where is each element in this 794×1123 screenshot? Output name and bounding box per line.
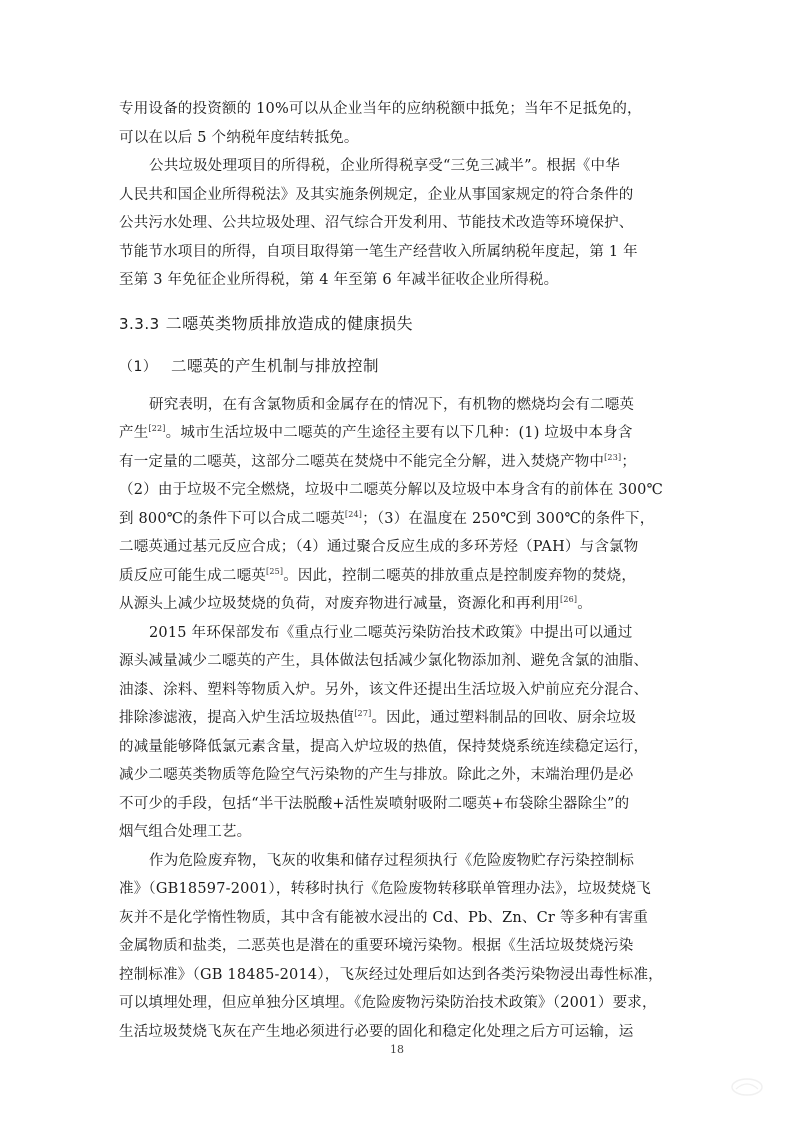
citation-26: [26] [560, 595, 578, 605]
text-line: 生活垃圾焚烧飞灰在产生地必须进行必要的固化和稳定化处理之后方可运输，运 [119, 1023, 634, 1040]
watermark-icon [730, 1077, 764, 1097]
citation-22: [22] [148, 424, 166, 434]
text-line: 源头减量减少二噁英的产生，具体做法包括减少氯化物添加剂、避免含氯的油脂、 [119, 653, 649, 669]
text-line: 至第 3 年免征企业所得税，第 4 年至第 6 年减半征收企业所得税。 [119, 272, 559, 288]
page-number: 18 [390, 1043, 404, 1056]
page-body [119, 95, 679, 1046]
text-line: 控制标准》（GB 18485-2014），飞灰经过处理后如达到各类污染物浸出毒性标准， [119, 966, 663, 983]
citation-23: [23] [604, 452, 622, 462]
text-line: 油漆、涂料、塑料等物质入炉。另外，该文件还提出生活垃圾入炉前应充分混合、 [119, 681, 649, 698]
text-line: 灰并不是化学惰性物质，其中含有能被水浸出的 Cd、Pb、Zn、Cr 等多种有害重 [119, 909, 649, 926]
text-line: 公共污水处理、公共垃圾处理、沼气综合开发利用、节能技术改造等环境保护、 [119, 215, 634, 231]
text-line: 减少二噁英类物质等危险空气污染物的产生与排放。除此之外，末端治理仍是必 [119, 767, 634, 783]
text-line: 产生[22]。城市生活垃圾中二噁英的产生途径主要有以下几种：(1) 垃圾中本身含 [119, 424, 633, 441]
text-line: （2）由于垃圾不完全燃烧，垃圾中二噁英分解以及垃圾中本身含有的前体在 300℃ [119, 482, 664, 498]
text-line: 金属物质和盐类，二恶英也是潜在的重要环境污染物。根据《生活垃圾焚烧污染 [119, 938, 634, 954]
text-line: 烟气组合处理工艺。 [119, 824, 252, 840]
paragraph-dioxin-formation [119, 391, 679, 619]
paragraph-income-tax [119, 152, 679, 295]
text-line: 排除渗滤液，提高入炉生活垃圾热值[27]。因此，通过塑料制品的回收、厨余垃圾 [119, 709, 637, 726]
subsection-number: （1） [119, 358, 158, 375]
text-line: 专用设备的投资额的 10%可以从企业当年的应纳税额中抵免；当年不足抵免的， [119, 101, 642, 117]
text-line: 节能节水项目的所得，自项目取得第一笔生产经营收入所属纳税年度起，第 1 年 [119, 243, 638, 260]
paragraph-fly-ash [119, 847, 679, 1047]
paragraph-tax-credit [119, 95, 679, 152]
text-line: 不可少的手段，包括“半干法脱酸+活性炭喷射吸附二噁英+布袋除尘器除尘”的 [119, 795, 630, 812]
section-number: 3.3.3 [119, 314, 160, 333]
text-line: 二噁英通过基元反应合成；（4）通过聚合反应生成的多环芳烃（PAH）与含氯物 [119, 539, 639, 555]
text-line: 的减量能够降低氯元素含量，提高入炉垃圾的热值，保持焚烧系统连续稳定运行， [119, 738, 649, 755]
text-line: 质反应可能生成二噁英[25]。因此，控制二噁英的排放重点是控制废弃物的焚烧， [119, 566, 637, 584]
section-heading [119, 309, 679, 339]
text-line: 准》（GB18597-2001），转移时执行《危险废物转移联单管理办法》，垃圾焚烧飞 [119, 881, 651, 897]
paragraph-emission-control-policy [119, 619, 679, 847]
text-line: 研究表明，在有含氯物质和金属存在的情况下，有机物的燃烧均会有二噁英 [149, 396, 635, 413]
subsection-heading [119, 351, 679, 381]
text-line: 人民共和国企业所得税法》及其实施条例规定，企业从事国家规定的符合条件的 [119, 186, 634, 203]
section-title: 二噁英类物质排放造成的健康损失 [165, 313, 414, 333]
citation-27: [27] [354, 709, 372, 719]
subsection-title: 二噁英的产生机制与排放控制 [171, 356, 380, 375]
citation-24: [24] [344, 509, 363, 519]
text-line: 2015 年环保部发布《重点行业二噁英污染防治技术政策》中提出可以通过 [149, 624, 633, 641]
text-line: 公共垃圾处理项目的所得税，企业所得税享受“三免三减半”。根据《中华 [149, 158, 620, 174]
text-line: 有一定量的二噁英，这部分二噁英在焚烧中不能完全分解，进入焚烧产物中[23]； [119, 452, 637, 470]
text-line: 可以填埋处理，但应单独分区填埋。《危险废物污染防治技术政策》（2001）要求， [119, 995, 657, 1011]
text-line: 到 800℃的条件下可以合成二噁英[24]；（3）在温度在 250℃到 300℃的条件下， [119, 509, 655, 527]
text-line: 可以在以后 5 个纳税年度结转抵免。 [119, 129, 359, 146]
text-line: 从源头上减少垃圾焚烧的负荷，对废弃物进行减量，资源化和再利用[26]。 [119, 595, 592, 612]
citation-25: [25] [266, 566, 284, 576]
text-line: 作为危险废弃物，飞灰的收集和储存过程须执行《危险废物贮存污染控制标 [149, 852, 635, 869]
